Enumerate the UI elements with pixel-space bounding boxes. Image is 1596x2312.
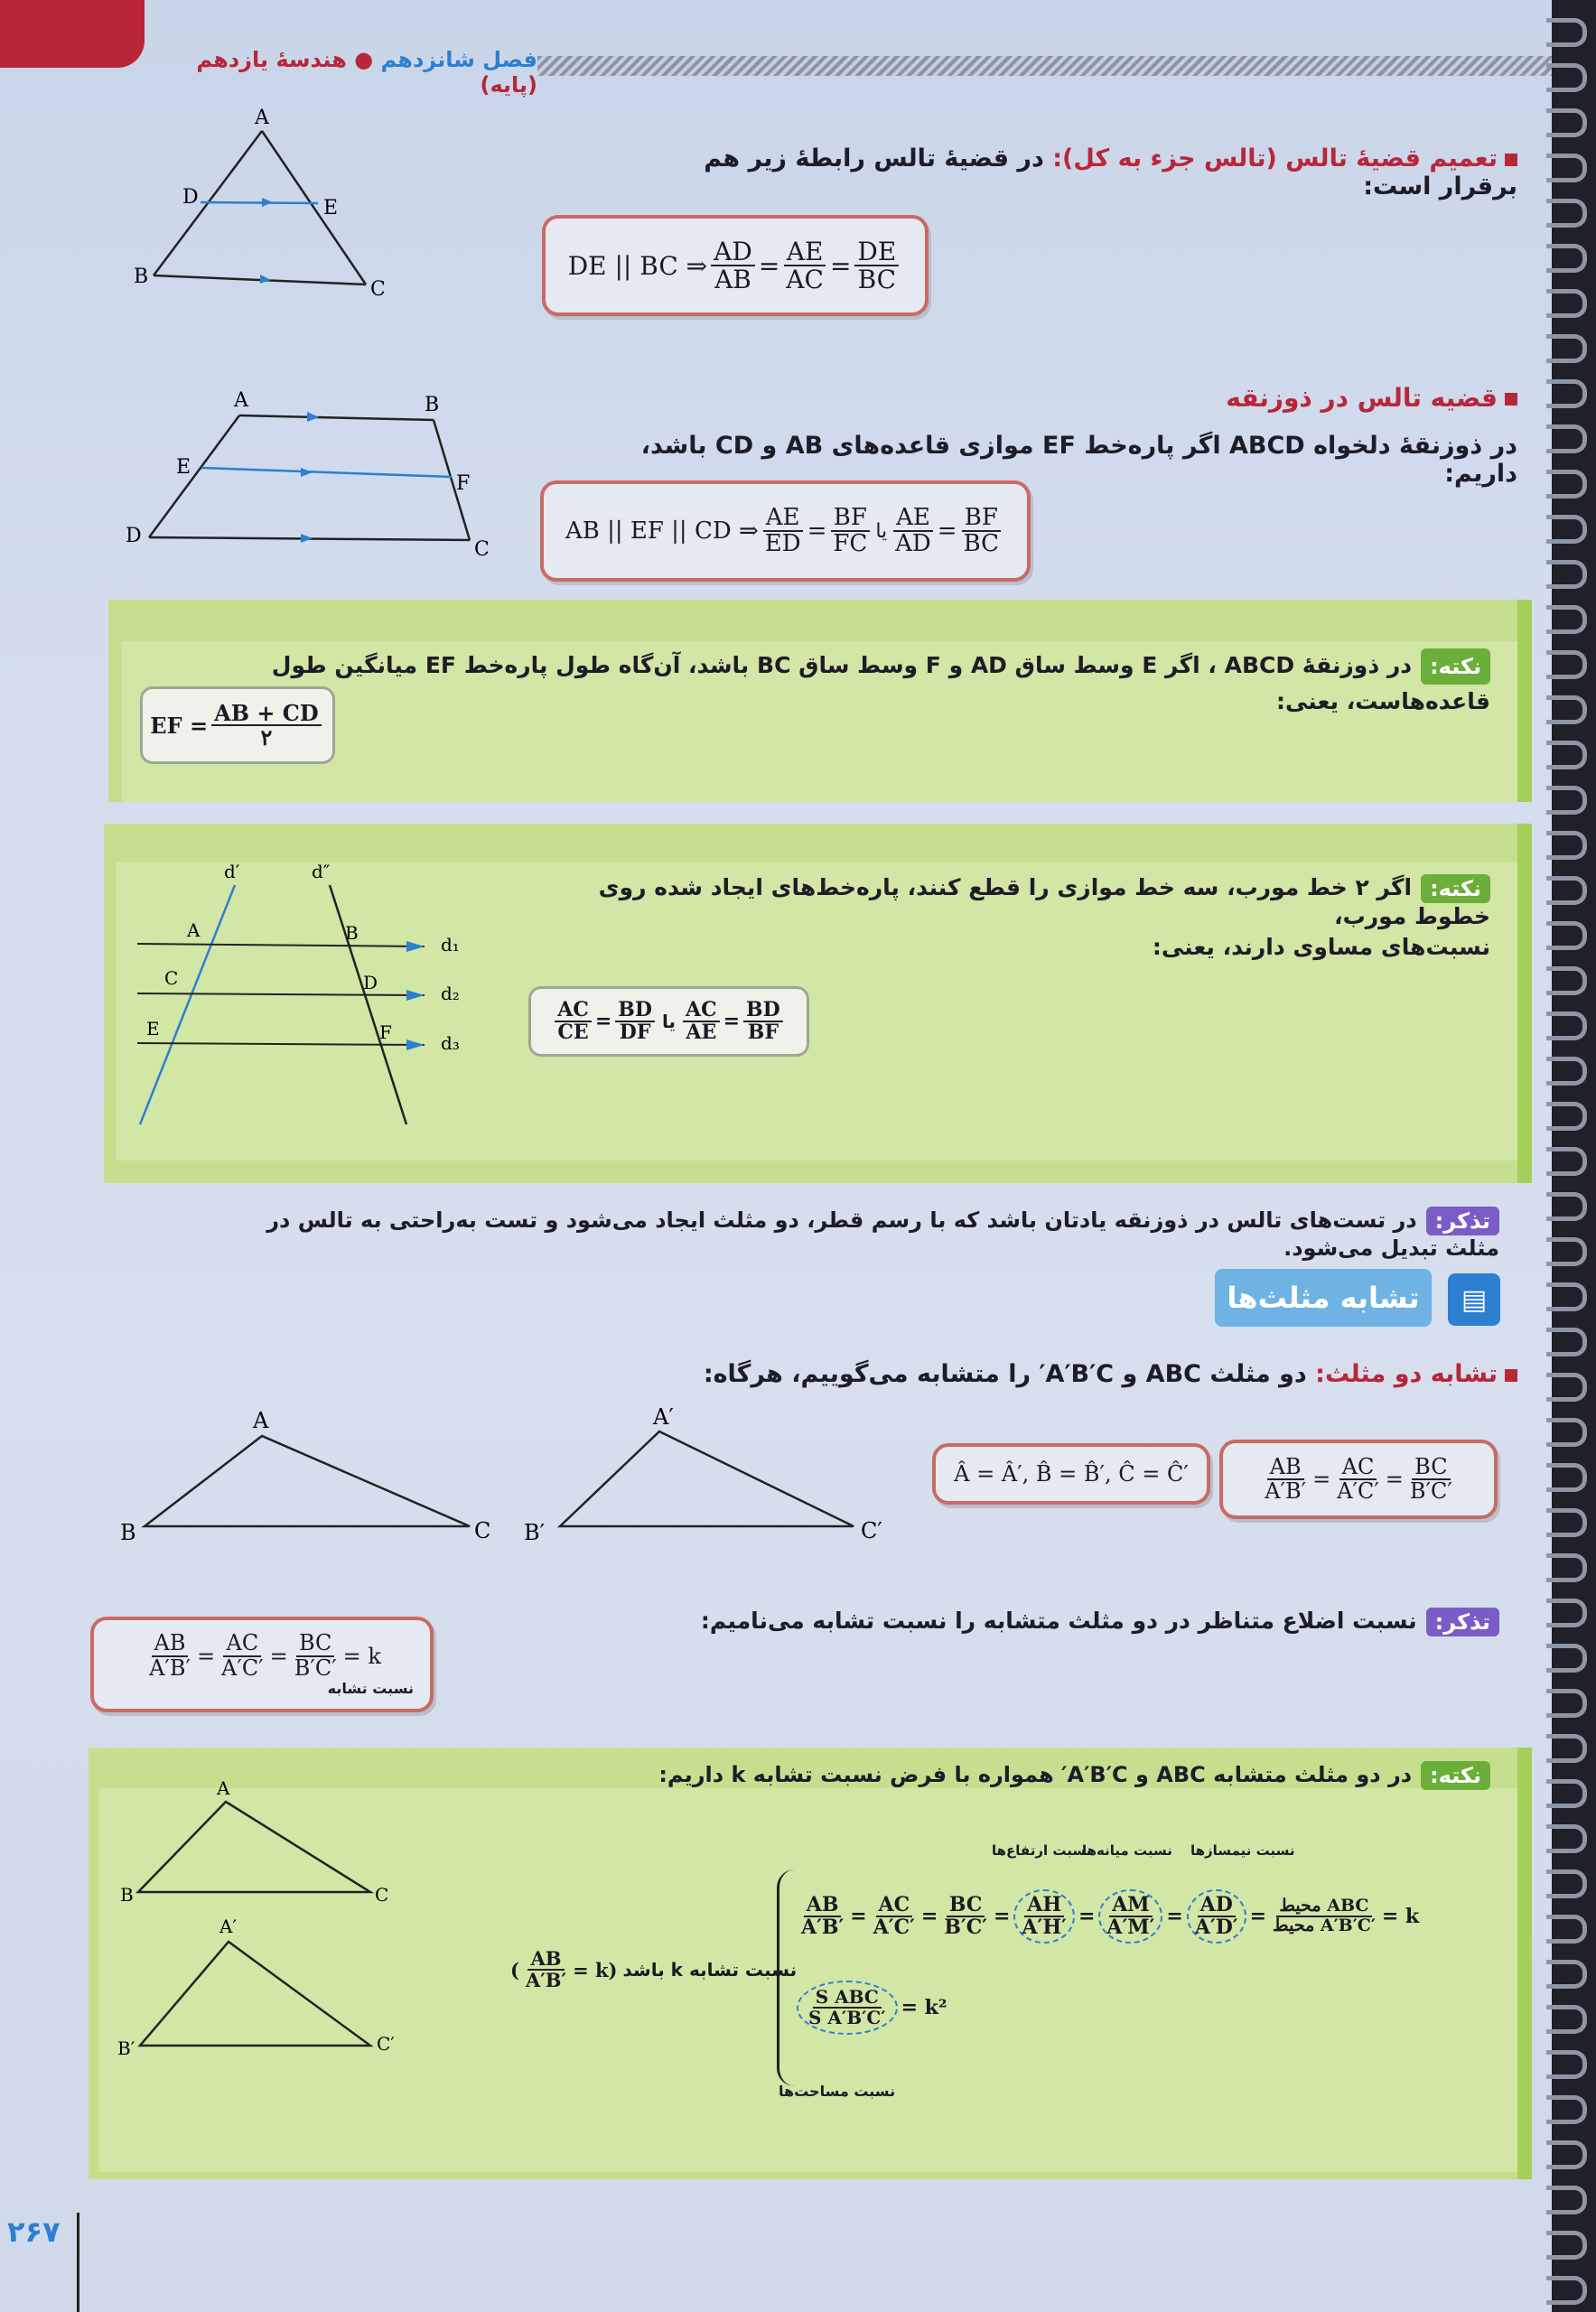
spiral-ring bbox=[1546, 334, 1587, 363]
section2-text: در ذوزنقهٔ دلخواه ABCD اگر پاره‌خط EF موازی قاعده‌های AB و CD باشد، داریم: bbox=[640, 432, 1517, 488]
svg-text:C′: C′ bbox=[861, 1518, 882, 1543]
bullet-square-icon bbox=[1505, 393, 1517, 406]
spiral-ring bbox=[1546, 1057, 1587, 1086]
condition-block: ( $\frac{AB}{A'B'}$ = k) نسبت تشابه k باشد bbox=[510, 1947, 798, 1992]
spiral-ring bbox=[1546, 966, 1587, 995]
svg-text:d₁: d₁ bbox=[441, 934, 460, 956]
spiral-ring bbox=[1546, 1508, 1587, 1537]
formula-thales-trapezoid: AB || EF || CD ⇒ $\frac{AE}{ED}$ = $\frac{BF}{FC}$ یا $\frac{AE}{AD}$ = $\frac{BF}{BC}$ bbox=[540, 480, 1031, 582]
spiral-ring bbox=[1546, 289, 1587, 318]
formula-similarity-properties: $\frac{AB}{A'B'}$ = $\frac{AC}{A'C'}$ = $\frac{BC}{B'C'}$ = $\frac{AH}{A'H'}$ = $\frac{AM}{A'M'}$ = $\frac{AD}{A'D'}$ = $\frac{\text{محیط ABC}}{\text{محیط A′B′C′}}$ = k bbox=[795, 1880, 1481, 1953]
svg-text:d₃: d₃ bbox=[441, 1032, 460, 1054]
svg-text:D: D bbox=[363, 972, 378, 993]
spiral-ring bbox=[1546, 424, 1587, 453]
label-B: B bbox=[134, 266, 149, 288]
svg-text:A: A bbox=[187, 919, 201, 941]
spiral-ring bbox=[1546, 921, 1587, 950]
spiral-ring bbox=[1546, 108, 1587, 137]
book-icon: ▤ bbox=[1448, 1273, 1500, 1326]
svg-text:B: B bbox=[345, 922, 359, 944]
reminder-tag: تذکر: bbox=[1426, 1608, 1499, 1636]
spiral-ring bbox=[1546, 1553, 1587, 1582]
spiral-ring bbox=[1546, 1282, 1587, 1311]
chapter-corner-badge bbox=[0, 0, 145, 68]
note1-text: نکته:در ذوزنقهٔ ABCD ، اگر E وسط ساق AD و F وسط ساق BC باشد، آن‌گاه طول پاره‌خط EF میانگین طول قاعده‌هاست، یعنی: bbox=[271, 648, 1490, 719]
spiral-ring bbox=[1546, 244, 1587, 273]
transversals-figure bbox=[126, 858, 488, 1129]
spiral-ring bbox=[1546, 1328, 1587, 1356]
banner-title: تشابه مثلث‌ها bbox=[1227, 1281, 1420, 1315]
svg-text:C: C bbox=[164, 967, 179, 989]
spiral-ring bbox=[1546, 831, 1587, 860]
similar-triangles-small-figure bbox=[113, 1775, 411, 2073]
label-D: D bbox=[182, 186, 199, 209]
svg-text:A: A bbox=[253, 1408, 269, 1433]
annotation-bisectors: نسبت نیمسازها bbox=[1190, 1842, 1295, 1859]
section-banner bbox=[1215, 1269, 1432, 1327]
spiral-ring bbox=[1546, 1012, 1587, 1040]
page-number-rule bbox=[77, 2213, 79, 2312]
svg-text:A′: A′ bbox=[653, 1404, 674, 1430]
spiral-ring bbox=[1546, 63, 1587, 92]
svg-text:C′: C′ bbox=[377, 2033, 395, 2055]
spiral-ring bbox=[1546, 2140, 1587, 2169]
svg-text:B′: B′ bbox=[524, 1520, 546, 1545]
section1-heading bbox=[686, 144, 1517, 200]
spiral-ring bbox=[1546, 2095, 1587, 2124]
svg-text:A: A bbox=[234, 389, 248, 412]
section2-title: قضیه تالس در ذوزنقه bbox=[1226, 383, 1498, 413]
spiral-ring bbox=[1546, 695, 1587, 724]
spiral-ring bbox=[1546, 741, 1587, 769]
chapter-label: فصل شانزدهم bbox=[380, 47, 537, 72]
spiral-ring bbox=[1546, 1102, 1587, 1131]
area-ratio-formula: $\frac{\text{S ABC}}{\text{S A′B′C′}}$ = k² bbox=[793, 1967, 947, 2048]
svg-text:d″: d″ bbox=[312, 861, 331, 882]
svg-text:C: C bbox=[375, 1884, 389, 1906]
spiral-ring bbox=[1546, 470, 1587, 499]
svg-text:F: F bbox=[379, 1021, 392, 1043]
spiral-ring bbox=[1546, 154, 1587, 182]
triangle-thales-figure bbox=[126, 104, 415, 312]
section3-heading: تشابه دو مثلث: دو مثلث ABC و A′B′C′ را متشابه می‌گوییم، هرگاه: bbox=[632, 1360, 1517, 1388]
formula-ef-midline: EF = $\frac{AB + CD}{۲}$ bbox=[140, 686, 335, 764]
annotation-medians: نسبت میانه‌ها bbox=[1082, 1842, 1172, 1859]
note-tag: نکته: bbox=[1421, 1761, 1490, 1790]
spiral-ring bbox=[1546, 786, 1587, 815]
note2-text2: نسبت‌های مساوی دارند، یعنی: bbox=[1152, 934, 1490, 960]
trapezoid-figure bbox=[122, 388, 510, 569]
spiral-ring bbox=[1546, 379, 1587, 408]
svg-text:E: E bbox=[146, 1018, 160, 1039]
reminder-tag: تذکر: bbox=[1426, 1207, 1499, 1235]
page-number: ۲۶۷ bbox=[7, 2214, 61, 2249]
formula-side-ratios: $\frac{AB}{A'B'}$ = $\frac{AC}{A'C'}$ = $\frac{BC}{B'C'}$ bbox=[1219, 1440, 1498, 1519]
formula-equal-angles: Â = Â′, B̂ = B̂′, Ĉ = Ĉ′ bbox=[932, 1443, 1210, 1505]
spiral-ring bbox=[1546, 1463, 1587, 1492]
formula-transversal-ratios: $\frac{AC}{CE}$ = $\frac{BD}{DF}$ یا $\frac{AC}{AE}$ = $\frac{BD}{BF}$ bbox=[528, 986, 809, 1057]
svg-text:C: C bbox=[474, 1518, 491, 1543]
spiral-ring bbox=[1546, 650, 1587, 679]
svg-text:A′: A′ bbox=[219, 1916, 237, 1937]
svg-text:d′: d′ bbox=[224, 861, 240, 882]
spiral-ring bbox=[1546, 1915, 1587, 1944]
svg-text:B: B bbox=[120, 1884, 134, 1906]
spiral-ring bbox=[1546, 18, 1587, 47]
reminder1: تذکر:در تست‌های تالس در ذوزنقه یادتان باشد که با رسم قطر، دو مثلث ایجاد می‌شود و تست به‌راحتی به تالس در مثلث تبدیل می‌شود. bbox=[266, 1207, 1499, 1261]
spiral-ring bbox=[1546, 1869, 1587, 1898]
svg-text:D: D bbox=[126, 525, 142, 547]
spiral-ring bbox=[1546, 1644, 1587, 1673]
label-C: C bbox=[370, 278, 386, 301]
spiral-ring bbox=[1546, 1599, 1587, 1627]
book-label: هندسهٔ یازدهم (پایه) bbox=[196, 47, 537, 98]
spiral-ring bbox=[1546, 2276, 1587, 2305]
note-tag: نکته: bbox=[1421, 648, 1490, 685]
spiral-ring bbox=[1546, 2005, 1587, 2034]
similar-triangles-figure bbox=[113, 1404, 908, 1549]
label-E: E bbox=[323, 197, 339, 219]
svg-text:B′: B′ bbox=[117, 2037, 135, 2059]
reminder2: تذکر:نسبت اضلاع متناظر در دو مثلث متشابه را نسبت تشابه می‌نامیم: bbox=[632, 1608, 1499, 1636]
svg-text:B: B bbox=[425, 394, 440, 416]
spiral-ring bbox=[1546, 2231, 1587, 2260]
svg-text:F: F bbox=[456, 472, 471, 495]
svg-text:d₂: d₂ bbox=[441, 983, 460, 1004]
spiral-ring bbox=[1546, 1147, 1587, 1176]
section1-text: در قضیهٔ تالس رابطهٔ زیر هم برقرار است: bbox=[704, 144, 1517, 200]
spiral-ring bbox=[1546, 1192, 1587, 1221]
spiral-ring bbox=[1546, 2050, 1587, 2079]
annotation-altitudes: نسبت ارتفاع‌ها bbox=[992, 1842, 1092, 1859]
note3-text: نکته:در دو مثلث متشابه ABC و A′B′C′ همواره با فرض نسبت تشابه k داریم: bbox=[632, 1761, 1490, 1790]
header-text: فصل شانزدهم ● هندسهٔ یازدهم (پایه) bbox=[196, 47, 537, 98]
spiral-ring bbox=[1546, 1960, 1587, 1989]
spiral-ring bbox=[1546, 605, 1587, 634]
spiral-ring bbox=[1546, 199, 1587, 228]
spiral-ring bbox=[1546, 1418, 1587, 1447]
spiral-ring bbox=[1546, 1734, 1587, 1763]
spiral-ring bbox=[1546, 1373, 1587, 1402]
formula-thales-generalized: DE || BC ⇒ $\frac{AD}{AB}$ = $\frac{AE}{AC}$ = $\frac{DE}{BC}$ bbox=[542, 215, 929, 316]
bullet-square-icon bbox=[1505, 154, 1517, 166]
label-A: A bbox=[255, 107, 269, 129]
spiral-ring bbox=[1546, 515, 1587, 544]
spiral-ring bbox=[1546, 2186, 1587, 2214]
section1-title: تعمیم قضیهٔ تالس (تالس جزء به کل): bbox=[1052, 144, 1498, 172]
annotation-areas: نسبت مساحت‌ها bbox=[779, 2083, 896, 2100]
svg-text:A: A bbox=[217, 1777, 230, 1799]
svg-text:B: B bbox=[120, 1520, 136, 1545]
spiral-ring bbox=[1546, 876, 1587, 905]
header-stripe bbox=[537, 56, 1554, 76]
spiral-ring bbox=[1546, 1689, 1587, 1718]
spiral-ring bbox=[1546, 1237, 1587, 1266]
spiral-ring bbox=[1546, 1824, 1587, 1853]
formula-similarity-ratio: $\frac{AB}{A'B'}$ = $\frac{AC}{A'C'}$ = $\frac{BC}{B'C'}$ = k نسبت تشابه bbox=[90, 1617, 434, 1712]
spiral-ring bbox=[1546, 560, 1587, 589]
bullet-square-icon bbox=[1505, 1369, 1517, 1382]
spiral-ring bbox=[1546, 1779, 1587, 1808]
note2-text1: نکته:اگر ۲ خط مورب، سه خط موازی را قطع کنند، پاره‌خط‌های ایجاد شده روی خطوط مورب، bbox=[598, 874, 1490, 929]
section2-heading bbox=[813, 383, 1517, 413]
svg-text:C: C bbox=[474, 538, 490, 561]
svg-text:E: E bbox=[176, 456, 191, 479]
note-tag: نکته: bbox=[1421, 874, 1490, 903]
